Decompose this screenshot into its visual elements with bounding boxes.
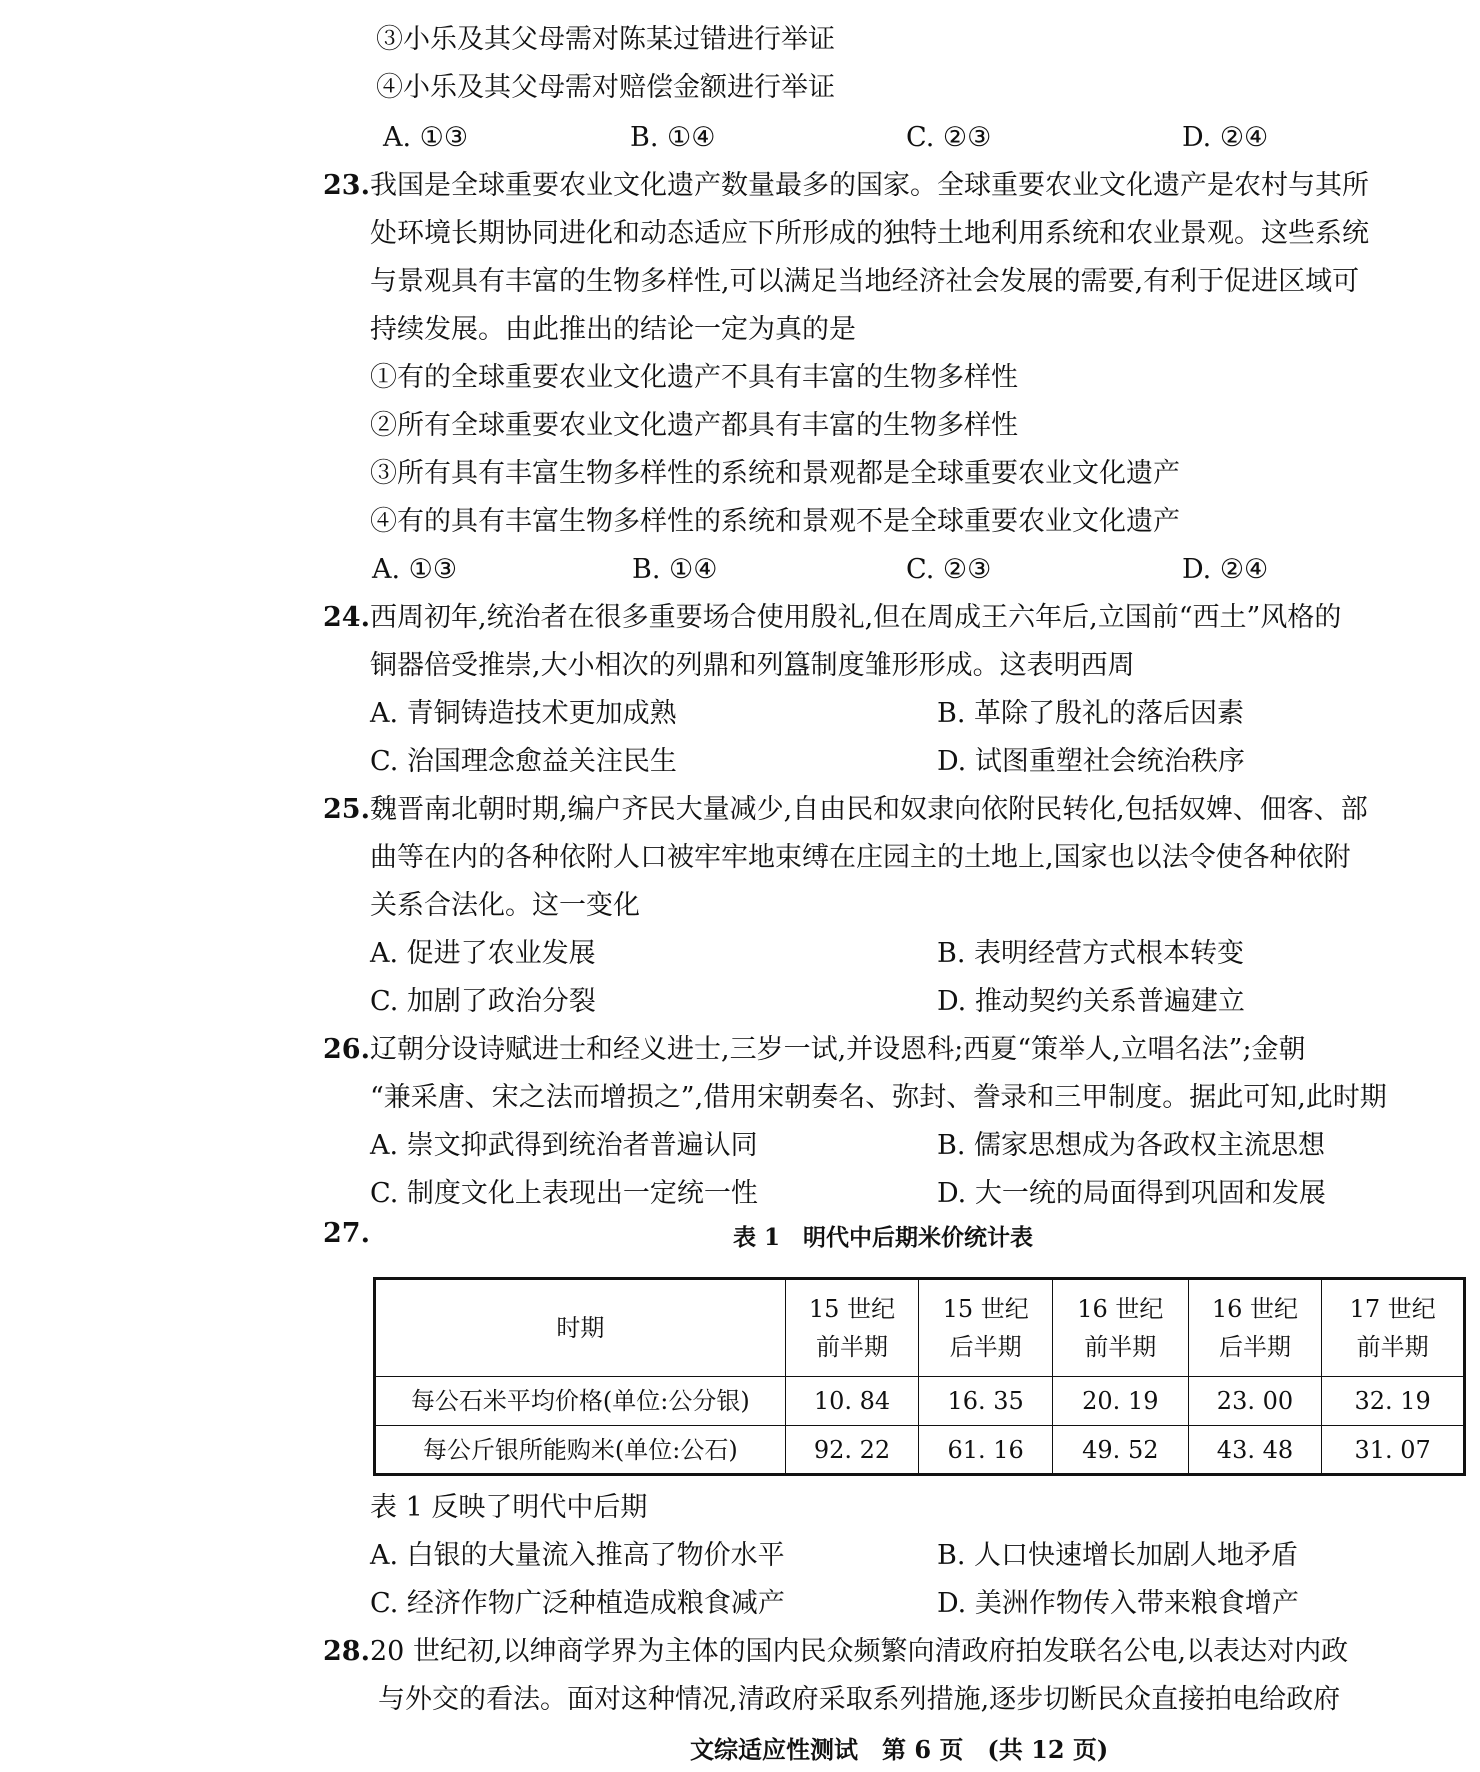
q23-option-b: B. ①④ <box>632 554 718 585</box>
rice-price-table <box>373 1277 1466 1476</box>
table-header-period <box>1052 1279 1188 1377</box>
q25-stem-line: 曲等在内的各种依附人口被牢牢地束缚在庄园主的土地上,国家也以法令使各种依附 <box>370 842 1351 873</box>
period-half: 后半期 <box>1218 1333 1291 1361</box>
q23-option-c: C. ②③ <box>906 554 992 585</box>
q25-option-b: B. 表明经营方式根本转变 <box>937 938 1245 969</box>
table-cell: 43. 48 <box>1188 1426 1322 1475</box>
q24-option-d: D. 试图重塑社会统治秩序 <box>937 746 1245 777</box>
q23-item-1: ①有的全球重要农业文化遗产不具有丰富的生物多样性 <box>370 362 1018 393</box>
q25-stem-line: 关系合法化。这一变化 <box>370 890 640 921</box>
q28-stem-line: 20 世纪初,以绅商学界为主体的国内民众频繁向清政府拍发联名公电,以表达对内政 <box>370 1636 1349 1667</box>
q26-option-d: D. 大一统的局面得到巩固和发展 <box>937 1178 1326 1209</box>
q22-option-b: B. ①④ <box>630 122 716 153</box>
q23-stem-line: 与景观具有丰富的生物多样性,可以满足当地经济社会发展的需要,有利于促进区域可 <box>370 266 1360 297</box>
table-cell: 61. 16 <box>919 1426 1053 1475</box>
period-half: 前半期 <box>1084 1333 1157 1361</box>
q26-option-c: C. 制度文化上表现出一定统一性 <box>370 1178 758 1209</box>
q28-stem-line: 与外交的看法。面对这种情况,清政府采取系列措施,逐步切断民众直接拍电给政府 <box>378 1684 1341 1715</box>
table-header-period <box>919 1279 1053 1377</box>
q26-option-a: A. 崇文抑武得到统治者普遍认同 <box>370 1130 758 1161</box>
table-cell: 49. 52 <box>1052 1426 1188 1475</box>
period-half: 前半期 <box>816 1333 888 1361</box>
table-cell: 23. 00 <box>1188 1377 1322 1426</box>
q23-number: 23. <box>323 170 370 201</box>
q25-option-a: A. 促进了农业发展 <box>370 938 596 969</box>
table-row <box>375 1377 1465 1426</box>
q27-option-d: D. 美洲作物传入带来粮食增产 <box>937 1588 1299 1619</box>
row-label: 每公石米平均价格(单位:公分银) <box>375 1377 786 1426</box>
q26-stem-line: 辽朝分设诗赋进士和经义进士,三岁一试,并设恩科;西夏“策举人,立唱名法”;金朝 <box>370 1034 1306 1065</box>
q25-stem-line: 魏晋南北朝时期,编户齐民大量减少,自由民和奴隶向依附民转化,包括奴婢、佃客、部 <box>370 794 1368 825</box>
q23-stem-line: 我国是全球重要农业文化遗产数量最多的国家。全球重要农业文化遗产是农村与其所 <box>370 170 1369 201</box>
table-header-period <box>1188 1279 1322 1377</box>
period-century: 16 世纪 <box>1211 1295 1299 1323</box>
q23-item-4: ④有的具有丰富生物多样性的系统和景观不是全球重要农业文化遗产 <box>370 506 1180 537</box>
q24-option-c: C. 治国理念愈益关注民生 <box>370 746 677 777</box>
table-row <box>375 1426 1465 1475</box>
q25-number: 25. <box>323 794 370 825</box>
q27-option-b: B. 人口快速增长加剧人地矛盾 <box>937 1540 1299 1571</box>
q22-option-d: D. ②④ <box>1182 122 1269 153</box>
table-cell: 16. 35 <box>919 1377 1053 1426</box>
q27-option-a: A. 白银的大量流入推高了物价水平 <box>370 1540 785 1571</box>
row-label: 每公斤银所能购米(单位:公石) <box>375 1426 786 1475</box>
q26-number: 26. <box>323 1034 370 1065</box>
q24-option-a: A. 青铜铸造技术更加成熟 <box>370 698 677 729</box>
q27-stem-after: 表 1 反映了明代中后期 <box>370 1492 648 1523</box>
period-half: 后半期 <box>949 1333 1022 1361</box>
q26-stem-line: “兼采唐、宋之法而增损之”,借用宋朝奏名、弥封、誊录和三甲制度。据此可知,此时期 <box>370 1082 1387 1113</box>
table-cell: 32. 19 <box>1322 1377 1465 1426</box>
period-century: 15 世纪 <box>808 1295 896 1323</box>
q22-item-4: ④小乐及其父母需对赔偿金额进行举证 <box>376 72 835 103</box>
q22-option-c: C. ②③ <box>906 122 992 153</box>
period-century: 17 世纪 <box>1349 1295 1436 1323</box>
q28-number: 28. <box>323 1636 370 1667</box>
q22-option-a: A. ①③ <box>383 122 469 153</box>
q24-option-b: B. 革除了殷礼的落后因素 <box>937 698 1245 729</box>
table-cell: 31. 07 <box>1322 1426 1465 1475</box>
q23-stem-line: 处环境长期协同进化和动态适应下所形成的独特土地利用系统和农业景观。这些系统 <box>370 218 1369 249</box>
page-footer: 文综适应性测试 第 6 页 (共 12 页) <box>690 1735 1109 1764</box>
q24-stem-line: 铜器倍受推崇,大小相次的列鼎和列簋制度雏形形成。这表明西周 <box>370 650 1135 681</box>
table-cell: 20. 19 <box>1052 1377 1188 1426</box>
q24-stem-line: 西周初年,统治者在很多重要场合使用殷礼,但在周成王六年后,立国前“西土”风格的 <box>370 602 1342 633</box>
table-header-period-label: 时期 <box>375 1279 786 1377</box>
table-header-row <box>375 1279 1465 1377</box>
q23-option-d: D. ②④ <box>1182 554 1269 585</box>
period-century: 15 世纪 <box>942 1295 1029 1323</box>
table-header-period <box>785 1279 919 1377</box>
period-century: 16 世纪 <box>1077 1295 1164 1323</box>
q23-item-3: ③所有具有丰富生物多样性的系统和景观都是全球重要农业文化遗产 <box>370 458 1180 489</box>
table-cell: 10. 84 <box>785 1377 919 1426</box>
q26-option-b: B. 儒家思想成为各政权主流思想 <box>937 1130 1326 1161</box>
q27-number: 27. <box>323 1218 370 1249</box>
q23-stem-line: 持续发展。由此推出的结论一定为真的是 <box>370 314 856 345</box>
q23-option-a: A. ①③ <box>372 554 458 585</box>
q22-item-3: ③小乐及其父母需对陈某过错进行举证 <box>376 24 835 55</box>
q23-item-2: ②所有全球重要农业文化遗产都具有丰富的生物多样性 <box>370 410 1018 441</box>
q25-option-d: D. 推动契约关系普遍建立 <box>937 986 1245 1017</box>
table-cell: 92. 22 <box>785 1426 919 1475</box>
table-caption: 表 1 明代中后期米价统计表 <box>733 1224 1034 1251</box>
q24-number: 24. <box>323 602 370 633</box>
q25-option-c: C. 加剧了政治分裂 <box>370 986 596 1017</box>
table-header-period <box>1322 1279 1465 1377</box>
q27-option-c: C. 经济作物广泛种植造成粮食减产 <box>370 1588 785 1619</box>
period-half: 前半期 <box>1356 1333 1429 1361</box>
